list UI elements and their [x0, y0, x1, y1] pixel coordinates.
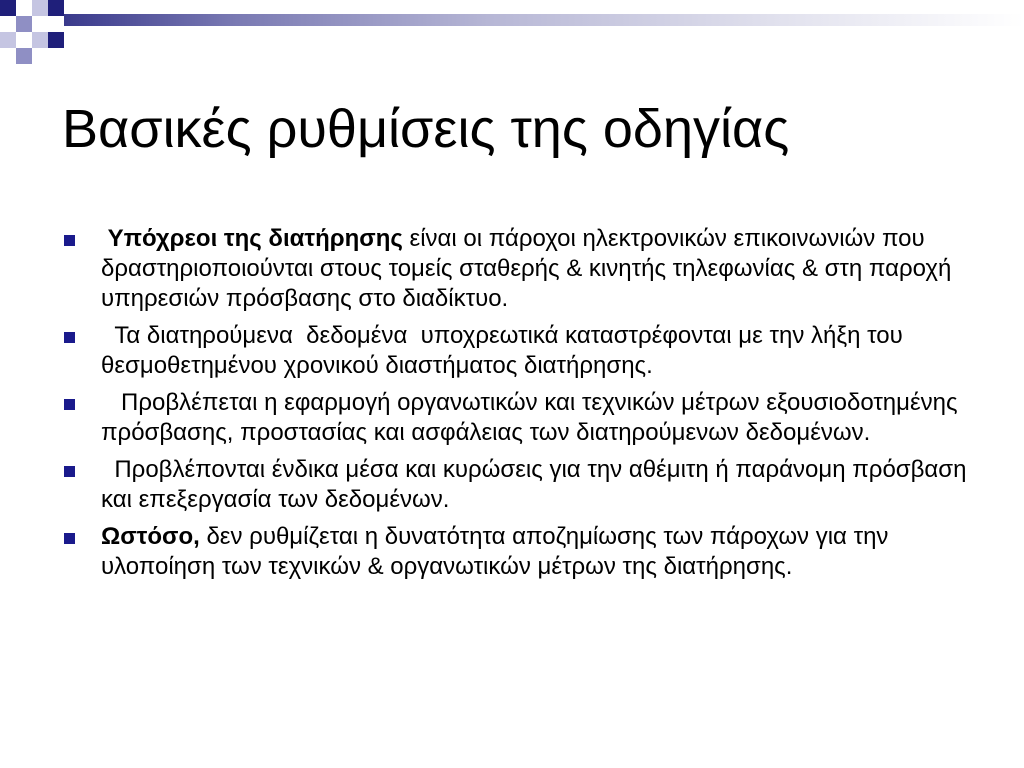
bullet-lead: Υπόχρεοι της διατήρησης [101, 225, 403, 252]
square-bullet-icon [64, 332, 75, 343]
decor-square [48, 32, 64, 48]
slide-title: Βασικές ρυθμίσεις της οδηγίας [62, 99, 790, 159]
square-bullet-icon [64, 235, 75, 246]
decor-square [16, 48, 32, 64]
bullet-item [60, 455, 974, 515]
bullet-item [60, 388, 970, 448]
bullet-item [60, 224, 970, 314]
decor-square [16, 16, 32, 32]
bullet-item [60, 321, 970, 381]
bullet-text: δεν ρυθμίζεται η δυνατότητα αποζημίωσης των πάροχων για την υλοποίηση των τεχνικών & οργανωτικών μέτρων της διατήρησης. [101, 523, 896, 580]
header-decoration [0, 0, 1024, 64]
decor-square [32, 0, 48, 16]
bullet-lead: Ωστόσο, [101, 523, 200, 550]
header-gradient-bar [64, 14, 1024, 26]
square-bullet-icon [64, 533, 75, 544]
bullet-list [60, 224, 974, 589]
decor-square [0, 32, 16, 48]
bullet-text: Προβλέπεται η εφαρμογή οργανωτικών και τεχνικών μέτρων εξουσιοδοτημένης πρόσβασης, προστασίας και ασφάλειας των διατηρούμενων δεδομένων. [101, 389, 965, 446]
square-bullet-icon [64, 466, 75, 477]
decor-square [48, 0, 64, 16]
bullet-text: είναι οι πάροχοι ηλεκτρονικών επικοινωνιών που δραστηριοποιούνται στους τομείς σταθερής & κινητής τηλεφωνίας & στη παροχή υπηρεσιών πρόσβασης στο διαδίκτυο. [101, 225, 958, 312]
bullet-text: Προβλέπονται ένδικα μέσα και κυρώσεις για την αθέμιτη ή παράνομη πρόσβαση και επεξεργασία των δεδομένων. [101, 456, 974, 513]
square-bullet-icon [64, 399, 75, 410]
bullet-text: Τα διατηρούμενα δεδομένα υποχρεωτικά καταστρέφονται με την λήξη του θεσμοθετημένου χρονικού διαστήματος διατήρησης. [101, 322, 910, 379]
decor-square [32, 32, 48, 48]
decor-square [0, 0, 16, 16]
bullet-item [60, 522, 970, 582]
